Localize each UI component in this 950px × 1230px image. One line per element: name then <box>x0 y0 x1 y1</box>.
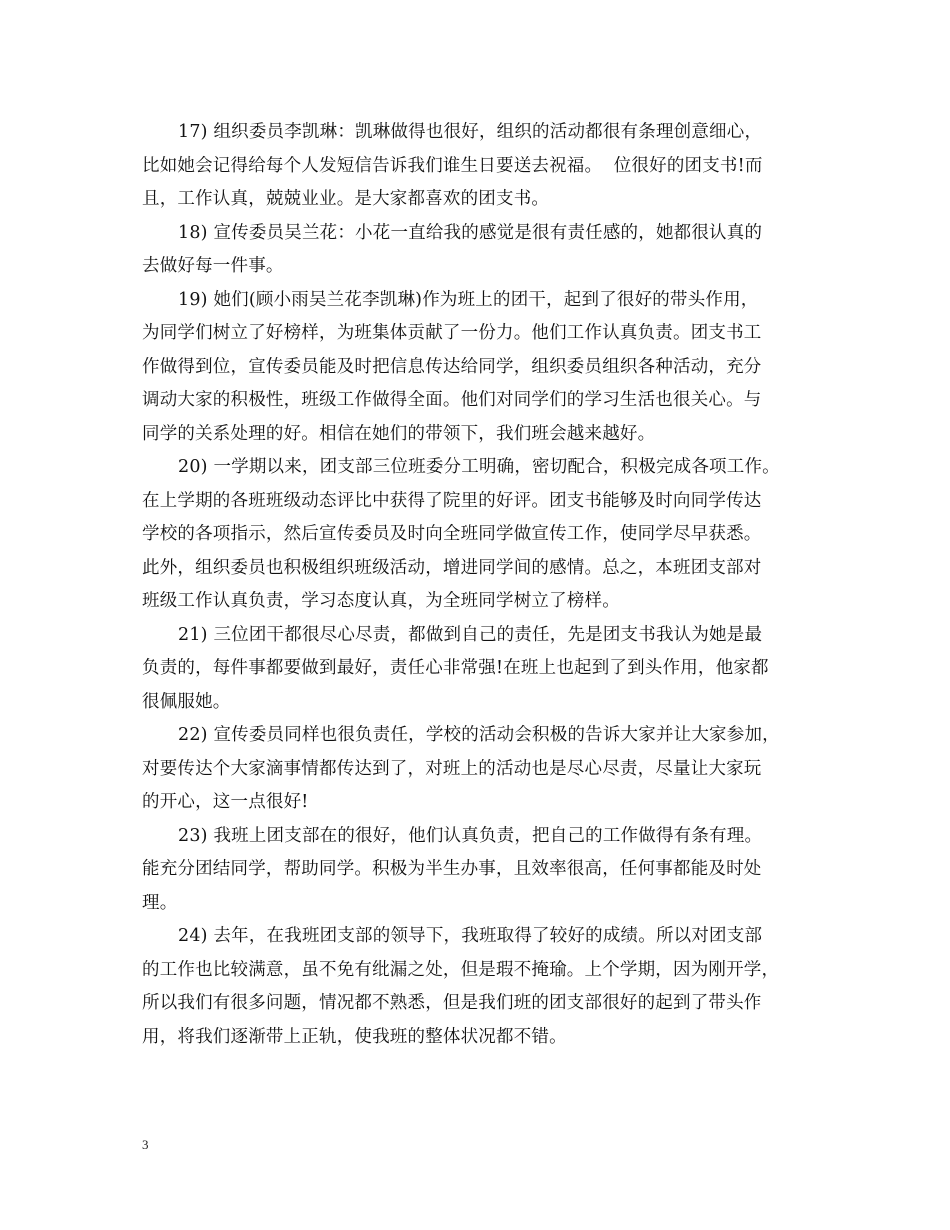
paragraph-line: 用，将我们逐渐带上正轨，使我班的整体状况都不错。 <box>142 1026 567 1047</box>
paragraph-line: 负责的，每件事都要做到最好，责任心非常强!在班上也起到了到头作用，他家都 <box>142 658 769 678</box>
paragraph-21 <box>142 619 822 720</box>
paragraph-line: 在上学期的各班班级动态评比中获得了院里的好评。团支书能够及时向同学传达 <box>142 490 762 511</box>
paragraph-line: 且，工作认真，兢兢业业。是大家都喜欢的团支书。 <box>142 189 550 209</box>
page-number: 3 <box>142 1137 149 1152</box>
paragraph-line: 24) 去年，在我班团支部的领导下，我班取得了较好的成绩。所以对团支部 <box>178 926 763 946</box>
paragraph-line: 的工作也比较满意，虽不免有纰漏之处，但是瑕不掩瑜。上个学期，因为刚开学， <box>142 959 780 980</box>
paragraph-line: 的开心，这一点很好! <box>142 792 309 812</box>
paragraph-line: 班级工作认真负责，学习态度认真，为全班同学树立了榜样。 <box>142 591 620 611</box>
paragraph-18 <box>142 217 822 284</box>
paragraph-line: 22) 宣传委员同样也很负责任，学校的活动会积极的告诉大家并让大家参加， <box>178 725 780 745</box>
paragraph-line: 23) 我班上团支部在的很好，他们认真负责，把自己的工作做得有条有理。 <box>178 825 763 846</box>
paragraph-line: 去做好每一件事。 <box>142 256 284 276</box>
paragraph-line: 所以我们有很多问题，情况都不熟悉，但是我们班的团支部很好的起到了带头作 <box>142 993 762 1013</box>
paragraph-24 <box>142 920 822 1054</box>
paragraph-23 <box>142 820 822 921</box>
paragraph-line: 此外，组织委员也积极组织班级活动，增进同学间的感情。总之，本班团支部对 <box>142 557 762 578</box>
paragraph-17 <box>142 116 822 217</box>
paragraph-line: 对要传达个大家滴事情都传达到了，对班上的活动也是尽心尽责，尽量让大家玩 <box>142 758 762 779</box>
paragraph-line: 能充分团结同学，帮助同学。积极为半生办事，且效率很高，任何事都能及时处 <box>142 859 762 879</box>
paragraph-line: 理。 <box>142 892 178 913</box>
paragraph-line: 比如她会记得给每个人发短信告诉我们谁生日要送去祝福。 位很好的团支书!而 <box>142 155 763 176</box>
paragraph-line: 学校的各项指示，然后宣传委员及时向全班同学做宣传工作，使同学尽早获悉。 <box>142 524 762 544</box>
paragraph-line: 同学的关系处理的好。相信在她们的带领下，我们班会越来越好。 <box>142 423 656 444</box>
paragraph-line: 为同学们树立了好榜样，为班集体贡献了一份力。他们工作认真负责。团支书工 <box>142 323 762 343</box>
document-body <box>142 116 822 1054</box>
paragraph-20 <box>142 451 822 619</box>
paragraph-line: 20) 一学期以来，团支部三位班委分工明确，密切配合，积极完成各项工作。 <box>178 457 780 477</box>
paragraph-line: 19) 她们(顾小雨吴兰花李凯琳)作为班上的团干，起到了很好的带头作用， <box>178 289 759 310</box>
paragraph-line: 17) 组织委员李凯琳：凯琳做得也很好，组织的活动都很有条理创意细心， <box>178 122 763 142</box>
paragraph-line: 21) 三位团干都很尽心尽责，都做到自己的责任，先是团支书我认为她是最 <box>178 624 763 645</box>
paragraph-line: 18) 宣传委员吴兰花：小花一直给我的感觉是很有责任感的，她都很认真的 <box>178 222 763 243</box>
paragraph-22 <box>142 719 822 820</box>
paragraph-line: 作做得到位，宣传委员能及时把信息传达给同学，组织委员组织各种活动，充分 <box>142 356 762 377</box>
paragraph-19 <box>142 284 822 452</box>
paragraph-line: 很佩服她。 <box>142 691 231 712</box>
paragraph-line: 调动大家的积极性，班级工作做得全面。他们对同学们的学习生活也很关心。与 <box>142 390 762 410</box>
